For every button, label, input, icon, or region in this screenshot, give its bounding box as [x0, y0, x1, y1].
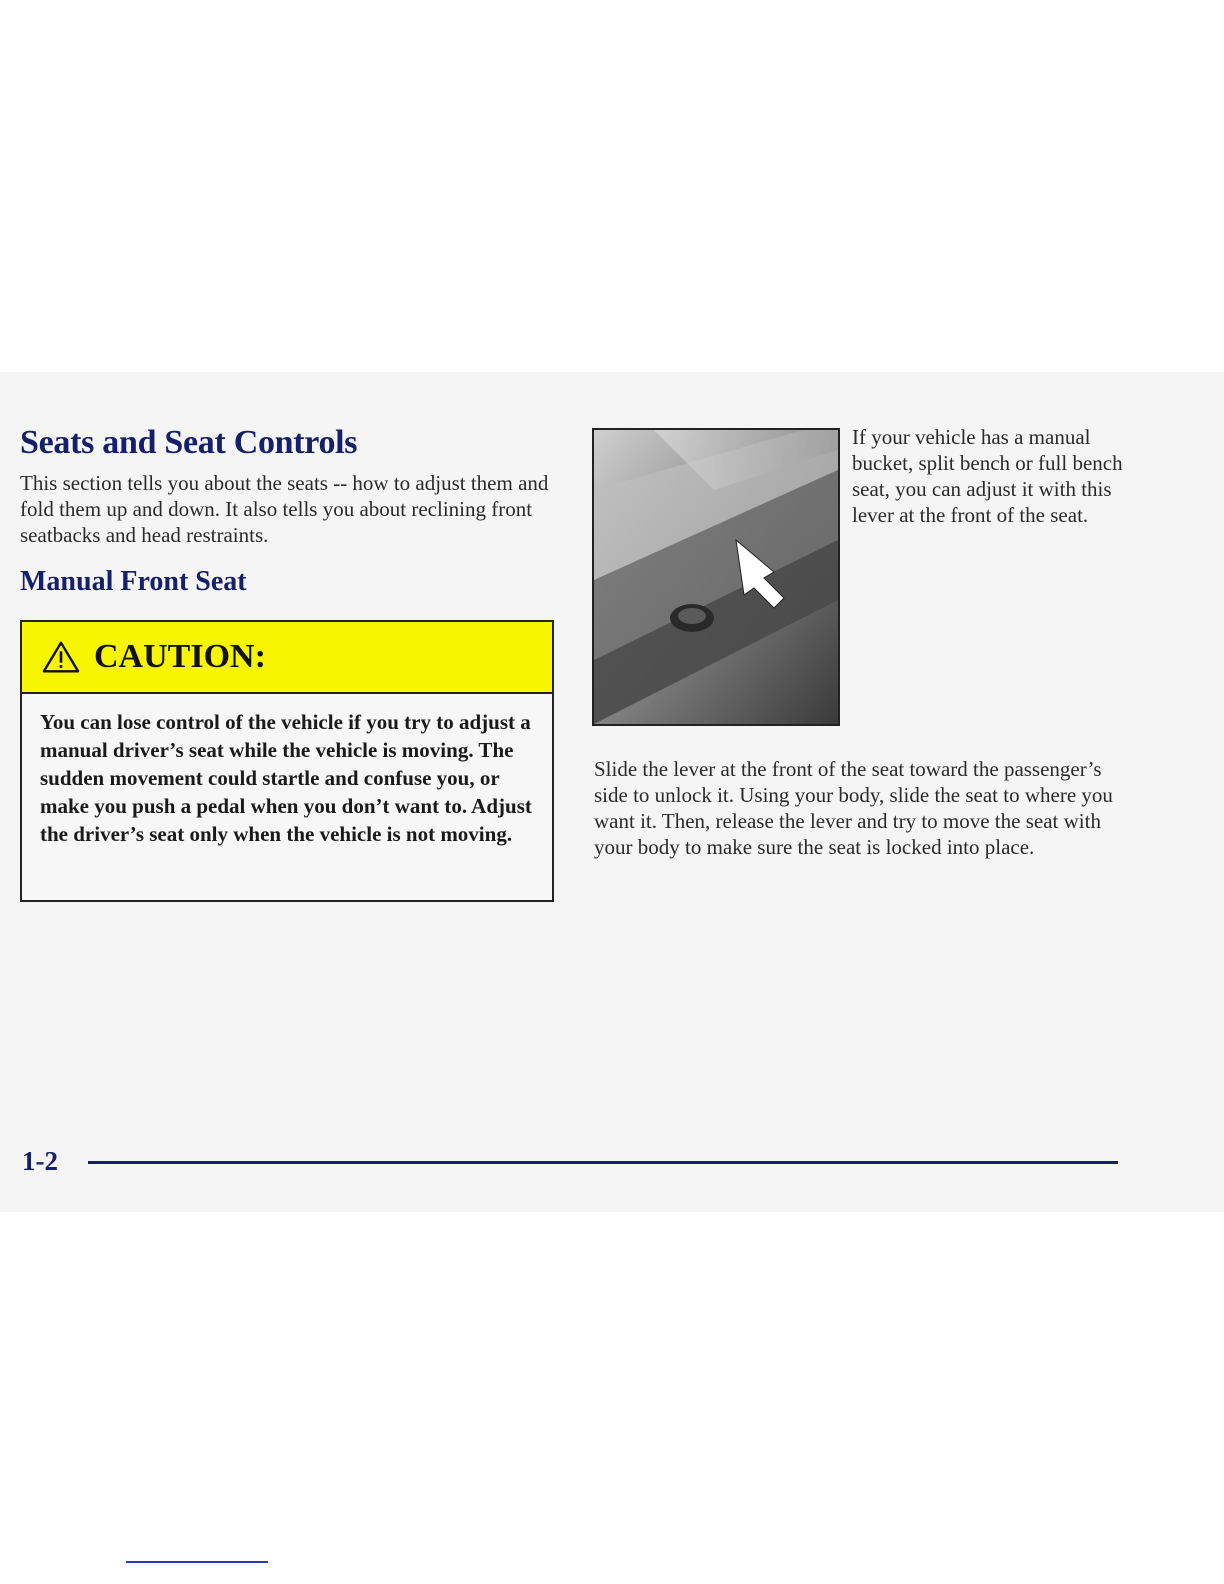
subsection-title: Manual Front Seat: [20, 566, 247, 597]
footer-rule: [88, 1161, 1118, 1164]
section-title: Seats and Seat Controls: [20, 424, 358, 461]
photo-caption: If your vehicle has a manual bucket, split bench or full bench seat, you can adjust it with this lever at the front of the seat.: [852, 425, 1123, 527]
warning-triangle-icon: [42, 639, 80, 675]
seat-lever-illustration: [594, 430, 838, 724]
seat-adjust-instructions: Slide the lever at the front of the seat toward the passenger’s side to unlock it. Using your body, slide the seat to where you want it. Then, release the lever and try to move the seat with your body to make sure the seat is locked into place.: [594, 757, 1113, 859]
caution-box: [20, 620, 554, 902]
page-number: 1-2: [22, 1146, 58, 1176]
caution-text: You can lose control of the vehicle if you try to adjust a manual driver’s seat while the vehicle is moving. The sudden movement could startle and confuse you, or make you push a pedal when you don’t want to. Adjust the driver’s seat only when the vehicle is not moving.: [40, 710, 532, 846]
seat-lever-photo: [592, 428, 840, 726]
section-intro: This section tells you about the seats -- how to adjust them and fold them up and down. It also tells you about reclining front seatbacks and head restraints.: [20, 471, 549, 547]
caution-label: CAUTION:: [94, 638, 266, 675]
caution-header: [22, 622, 552, 694]
link-underline: [126, 1561, 268, 1563]
